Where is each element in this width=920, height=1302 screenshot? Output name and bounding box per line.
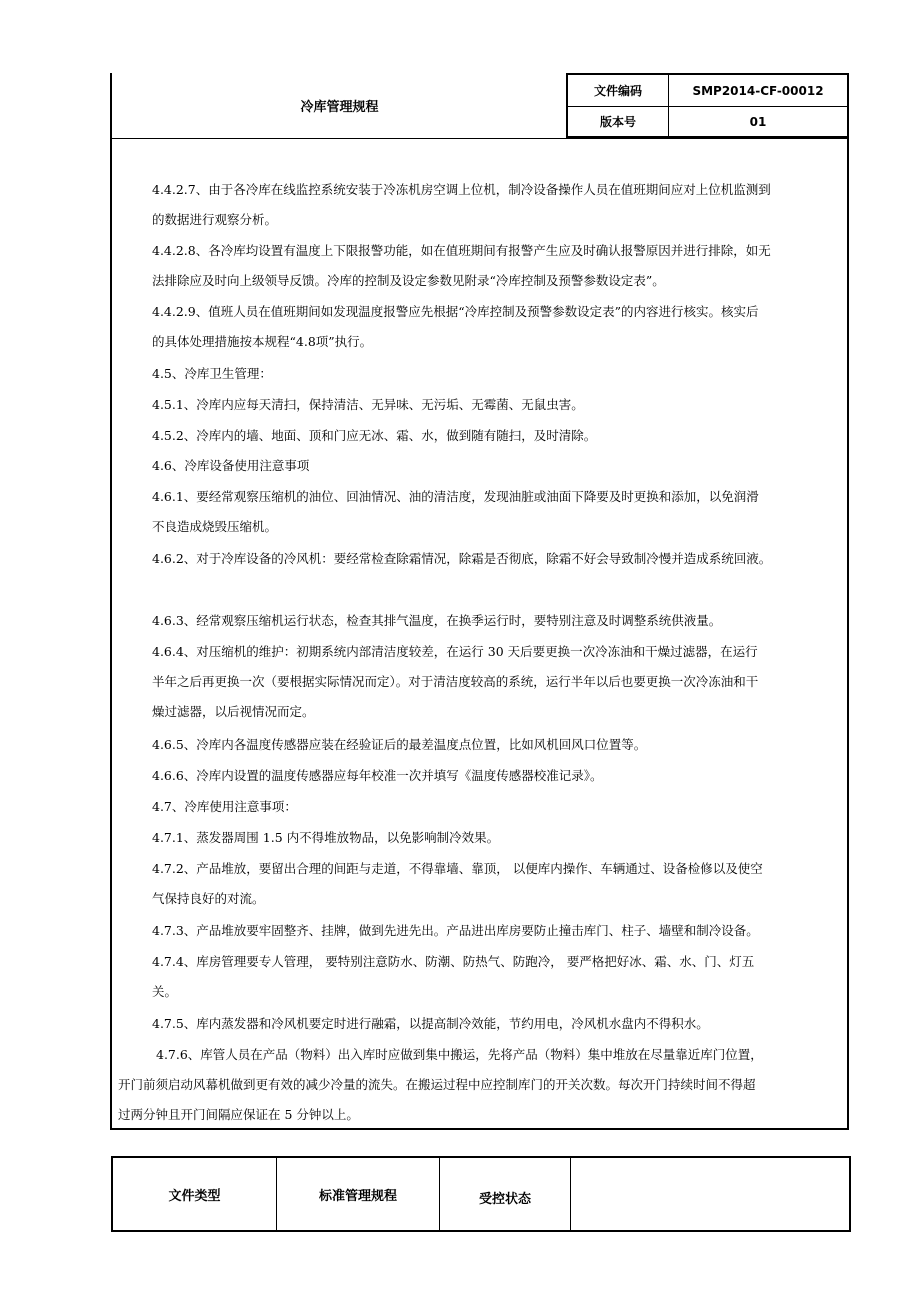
version-value: 01: [749, 114, 767, 129]
paragraph-line: 气保持良好的对流。: [152, 891, 265, 906]
paragraph: [152, 916, 838, 946]
paragraph: [152, 297, 838, 357]
paragraph-line: 过两分钟且开门间隔应保证在 5 分钟以上。: [118, 1107, 359, 1122]
paragraph: [152, 390, 838, 420]
paragraph-line: 的数据进行观察分析。: [152, 212, 278, 227]
control-status-label: 受控状态: [440, 1158, 571, 1230]
paragraph-line: 燥过滤器，以后视情况而定。: [152, 704, 315, 719]
paragraph: [152, 236, 838, 296]
paragraph-line: 4.6、冷库设备使用注意事项: [152, 458, 310, 473]
paragraph-line: 半年之后再更换一次（要根据实际情况而定）。对于清洁度较高的系统，运行半年以后也要更换一次冷冻油和干: [152, 674, 759, 689]
file-type-label: 文件类型: [113, 1158, 277, 1230]
paragraph-line: 不良造成烧毁压缩机。: [152, 519, 278, 534]
doc-number-label: 文件编码: [568, 75, 669, 107]
paragraph: [152, 175, 838, 235]
paragraph: [152, 761, 838, 791]
paragraph-line: 4.7.5、库内蒸发器和冷风机要定时进行融霜，以提高制冷效能，节约用电，冷风机水盘内不得积水。: [152, 1016, 709, 1031]
paragraph: [152, 421, 838, 451]
document-title: 冷库管理规程: [300, 100, 379, 115]
paragraph: [152, 792, 838, 822]
paragraph: [152, 359, 838, 389]
paragraph: [118, 1070, 838, 1130]
paragraph: [152, 854, 838, 914]
paragraph-line: 法排除应及时向上级领导反馈。冷库的控制及设定参数见附录“冷库控制及预警参数设定表”。: [152, 273, 665, 288]
paragraph-line: 4.7.1、蒸发器周围 1.5 内不得堆放物品，以免影响制冷效果。: [152, 830, 500, 845]
paragraph-line: 4.6.3、经常观察压缩机运行状态，检查其排气温度，在换季运行时，要特别注意及时调整系统供液量。: [152, 613, 722, 628]
paragraph-line: 4.7.6、库管人员在产品（物料）出入库时应做到集中搬运，先将产品（物料）集中堆放在尽量靠近库门位置，: [156, 1047, 763, 1062]
paragraph-line: 4.7.3、产品堆放要牢固整齐、挂牌，做到先进先出。产品进出库房要防止撞击库门、柱子、墙壁和制冷设备。: [152, 923, 759, 938]
paragraph-line: 4.7、冷库使用注意事项：: [152, 799, 297, 814]
paragraph: [152, 544, 838, 574]
paragraph: [152, 947, 838, 1007]
paragraph-line: 4.4.2.9、值班人员在值班期间如发现温度报警应先根据“冷库控制及预警参数设定表”的内容进行核实。核实后: [152, 304, 759, 319]
paragraph: [152, 730, 838, 760]
paragraph-line: 4.4.2.7、由于各冷库在线监控系统安装于冷冻机房空调上位机，制冷设备操作人员在值班期间应对上位机监测到: [152, 182, 771, 197]
control-status-value: [572, 1158, 849, 1230]
paragraph: [152, 823, 838, 853]
header-info-table: [566, 73, 849, 138]
file-type-value: 标准管理规程: [277, 1158, 440, 1230]
version-label: 版本号: [568, 107, 669, 136]
paragraph: [152, 1009, 838, 1039]
paragraph-line: 4.6.2、对于冷库设备的冷风机：要经常检查除霜情况，除霜是否彻底，除霜不好会导致制冷慢并造成系统回液。: [152, 551, 772, 566]
paragraph: [152, 637, 838, 727]
paragraph-line: 4.6.5、冷库内各温度传感器应装在经验证后的最差温度点位置，比如风机回风口位置等。: [152, 737, 647, 752]
paragraph-line: 4.5、冷库卫生管理：: [152, 366, 272, 381]
paragraph: [152, 482, 838, 542]
paragraph-line: 4.5.2、冷库内的墙、地面、顶和门应无冰、霜、水，做到随有随扫，及时清除。: [152, 428, 597, 443]
paragraph-line: 4.7.2、产品堆放，要留出合理的间距与走道，不得靠墙、靠顶， 以便库内操作、车辆通过、设备检修以及使空: [152, 861, 763, 876]
paragraph-line: 的具体处理措施按本规程“4.8项”执行。: [152, 334, 373, 349]
paragraph-line: 开门前须启动风幕机做到更有效的减少冷量的流失。在搬运过程中应控制库门的开关次数。每次开门持续时间不得超: [118, 1077, 756, 1092]
paragraph: [156, 1040, 842, 1070]
paragraph-line: 4.6.4、对压缩机的维护：初期系统内部清洁度较差，在运行 30 天后要更换一次冷冻油和干燥过滤器，在运行: [152, 644, 758, 659]
paragraph: [152, 451, 838, 481]
paragraph-line: 4.6.6、冷库内设置的温度传感器应每年校准一次并填写《温度传感器校准记录》。: [152, 768, 603, 783]
footer-table: [111, 1156, 851, 1232]
paragraph-line: 4.6.1、要经常观察压缩机的油位、回油情况、油的清洁度，发现油脏或油面下降要及时更换和添加，以免润滑: [152, 489, 759, 504]
paragraph-line: 关。: [152, 984, 178, 999]
doc-number-value: SMP2014-CF-00012: [669, 75, 847, 107]
paragraph: [152, 606, 838, 636]
paragraph-line: 4.4.2.8、各冷库均设置有温度上下限报警功能，如在值班期间有报警产生应及时确认报警原因并进行排除，如无: [152, 243, 771, 258]
paragraph-line: 4.7.4、库房管理要专人管理， 要特别注意防水、防潮、防热气、防跑冷， 要严格把好冰、霜、水、门、灯五: [152, 954, 755, 969]
paragraph-line: 4.5.1、冷库内应每天清扫，保持清洁、无异味、无污垢、无霉菌、无鼠虫害。: [152, 397, 584, 412]
